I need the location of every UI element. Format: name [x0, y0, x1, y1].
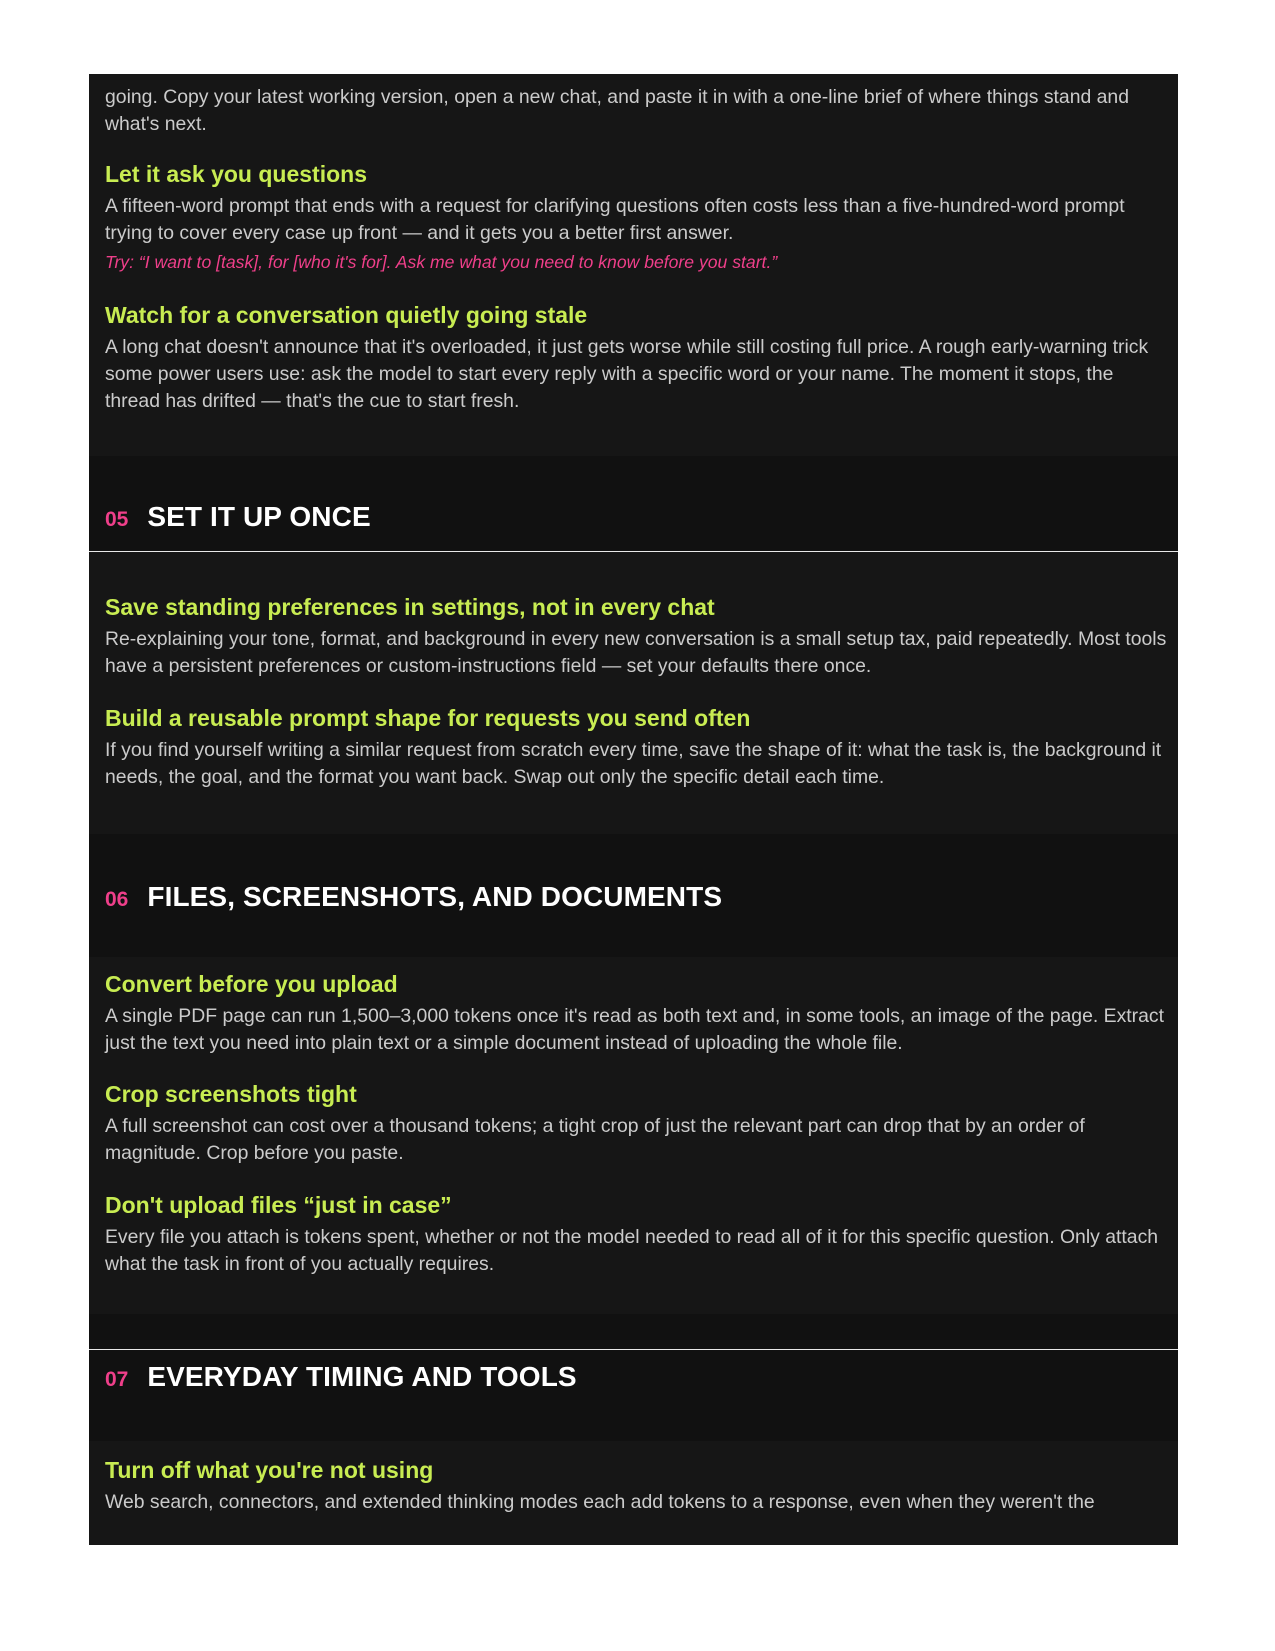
tip-body: Web search, connectors, and extended thinking modes each add tokens to a response, even when they weren't the [105, 1491, 1095, 1513]
tip-body: A full screenshot can cost over a thousand tokens; a tight crop of just the relevant part can drop that by an order of magnitude. Crop before you paste. [105, 1115, 1085, 1164]
section-number: 05 [105, 508, 129, 531]
tip-example-prompt: Try: “I want to [task], for [who it's for]. Ask me what you need to know before you start.” [105, 252, 778, 272]
section-title: FILES, SCREENSHOTS, AND DOCUMENTS [147, 881, 723, 912]
section-07-header [89, 1350, 1178, 1441]
tip-body: Every file you attach is tokens spent, whether or not the model needed to read all of it for this specific question. Only attach what the task in front of you actually requires. [105, 1226, 1159, 1275]
tip-dont-upload-just-in-case [105, 1191, 1167, 1278]
tip-turn-off-unused [105, 1456, 1167, 1516]
intro-paragraph: going. Copy your latest working version, open a new chat, and paste it in with a one-line brief of where things stand and what's next. [105, 86, 1130, 135]
tip-reusable-prompt [105, 704, 1167, 791]
tip-title: Don't upload files “just in case” [105, 1192, 452, 1218]
tip-title: Let it ask you questions [105, 161, 367, 187]
tip-convert-before-upload [105, 970, 1167, 1057]
tip-body: A fifteen-word prompt that ends with a request for clarifying questions often costs less than a five-hundred-word prompt trying to cover every case up front — and it gets you a better first answer. [105, 195, 1125, 244]
tip-body: If you find yourself writing a similar request from scratch every time, save the shape of it: what the task is, the background it needs, the goal, and the format you want back. Swap out only the specific detail each time. [105, 739, 1162, 788]
tip-title: Crop screenshots tight [105, 1081, 357, 1107]
section-07-content [89, 1441, 1178, 1545]
tip-body: A long chat doesn't announce that it's overloaded, it just gets worse while still costing full price. A rough early-warning trick some power users use: ask the model to start every reply with a specific word or your name. The moment it stops, the thread has drifted — that's the cue to start fresh. [105, 336, 1149, 412]
tip-standing-preferences [105, 593, 1167, 680]
tip-title: Turn off what you're not using [105, 1457, 434, 1483]
section-number: 06 [105, 888, 129, 911]
section-number: 07 [105, 1368, 129, 1391]
tip-title: Watch for a conversation quietly going stale [105, 302, 588, 328]
section-spacer [89, 1314, 1178, 1349]
section-04-content [89, 74, 1178, 456]
section-06-content [89, 957, 1178, 1314]
section-06-header [89, 834, 1178, 957]
section-05-content [89, 552, 1178, 834]
tip-title: Convert before you upload [105, 971, 398, 997]
section-05-header [89, 456, 1178, 551]
tip-title: Save standing preferences in settings, not in every chat [105, 594, 715, 620]
tip-conversation-stale [105, 301, 1167, 415]
tip-title: Build a reusable prompt shape for requests you send often [105, 705, 751, 731]
document-page [89, 74, 1178, 1545]
tip-body: Re-explaining your tone, format, and background in every new conversation is a small setup tax, paid repeatedly. Most tools have a persistent preferences or custom-instructions field — set your defaults there once. [105, 628, 1167, 677]
tip-let-it-ask [105, 160, 1167, 274]
section-title: EVERYDAY TIMING AND TOOLS [147, 1361, 577, 1392]
tip-body: A single PDF page can run 1,500–3,000 tokens once it's read as both text and, in some tools, an image of the page. Extract just the text you need into plain text or a simple document instead of uploading the whole file. [105, 1005, 1164, 1054]
tip-crop-screenshots [105, 1080, 1167, 1167]
section-title: SET IT UP ONCE [147, 501, 371, 532]
